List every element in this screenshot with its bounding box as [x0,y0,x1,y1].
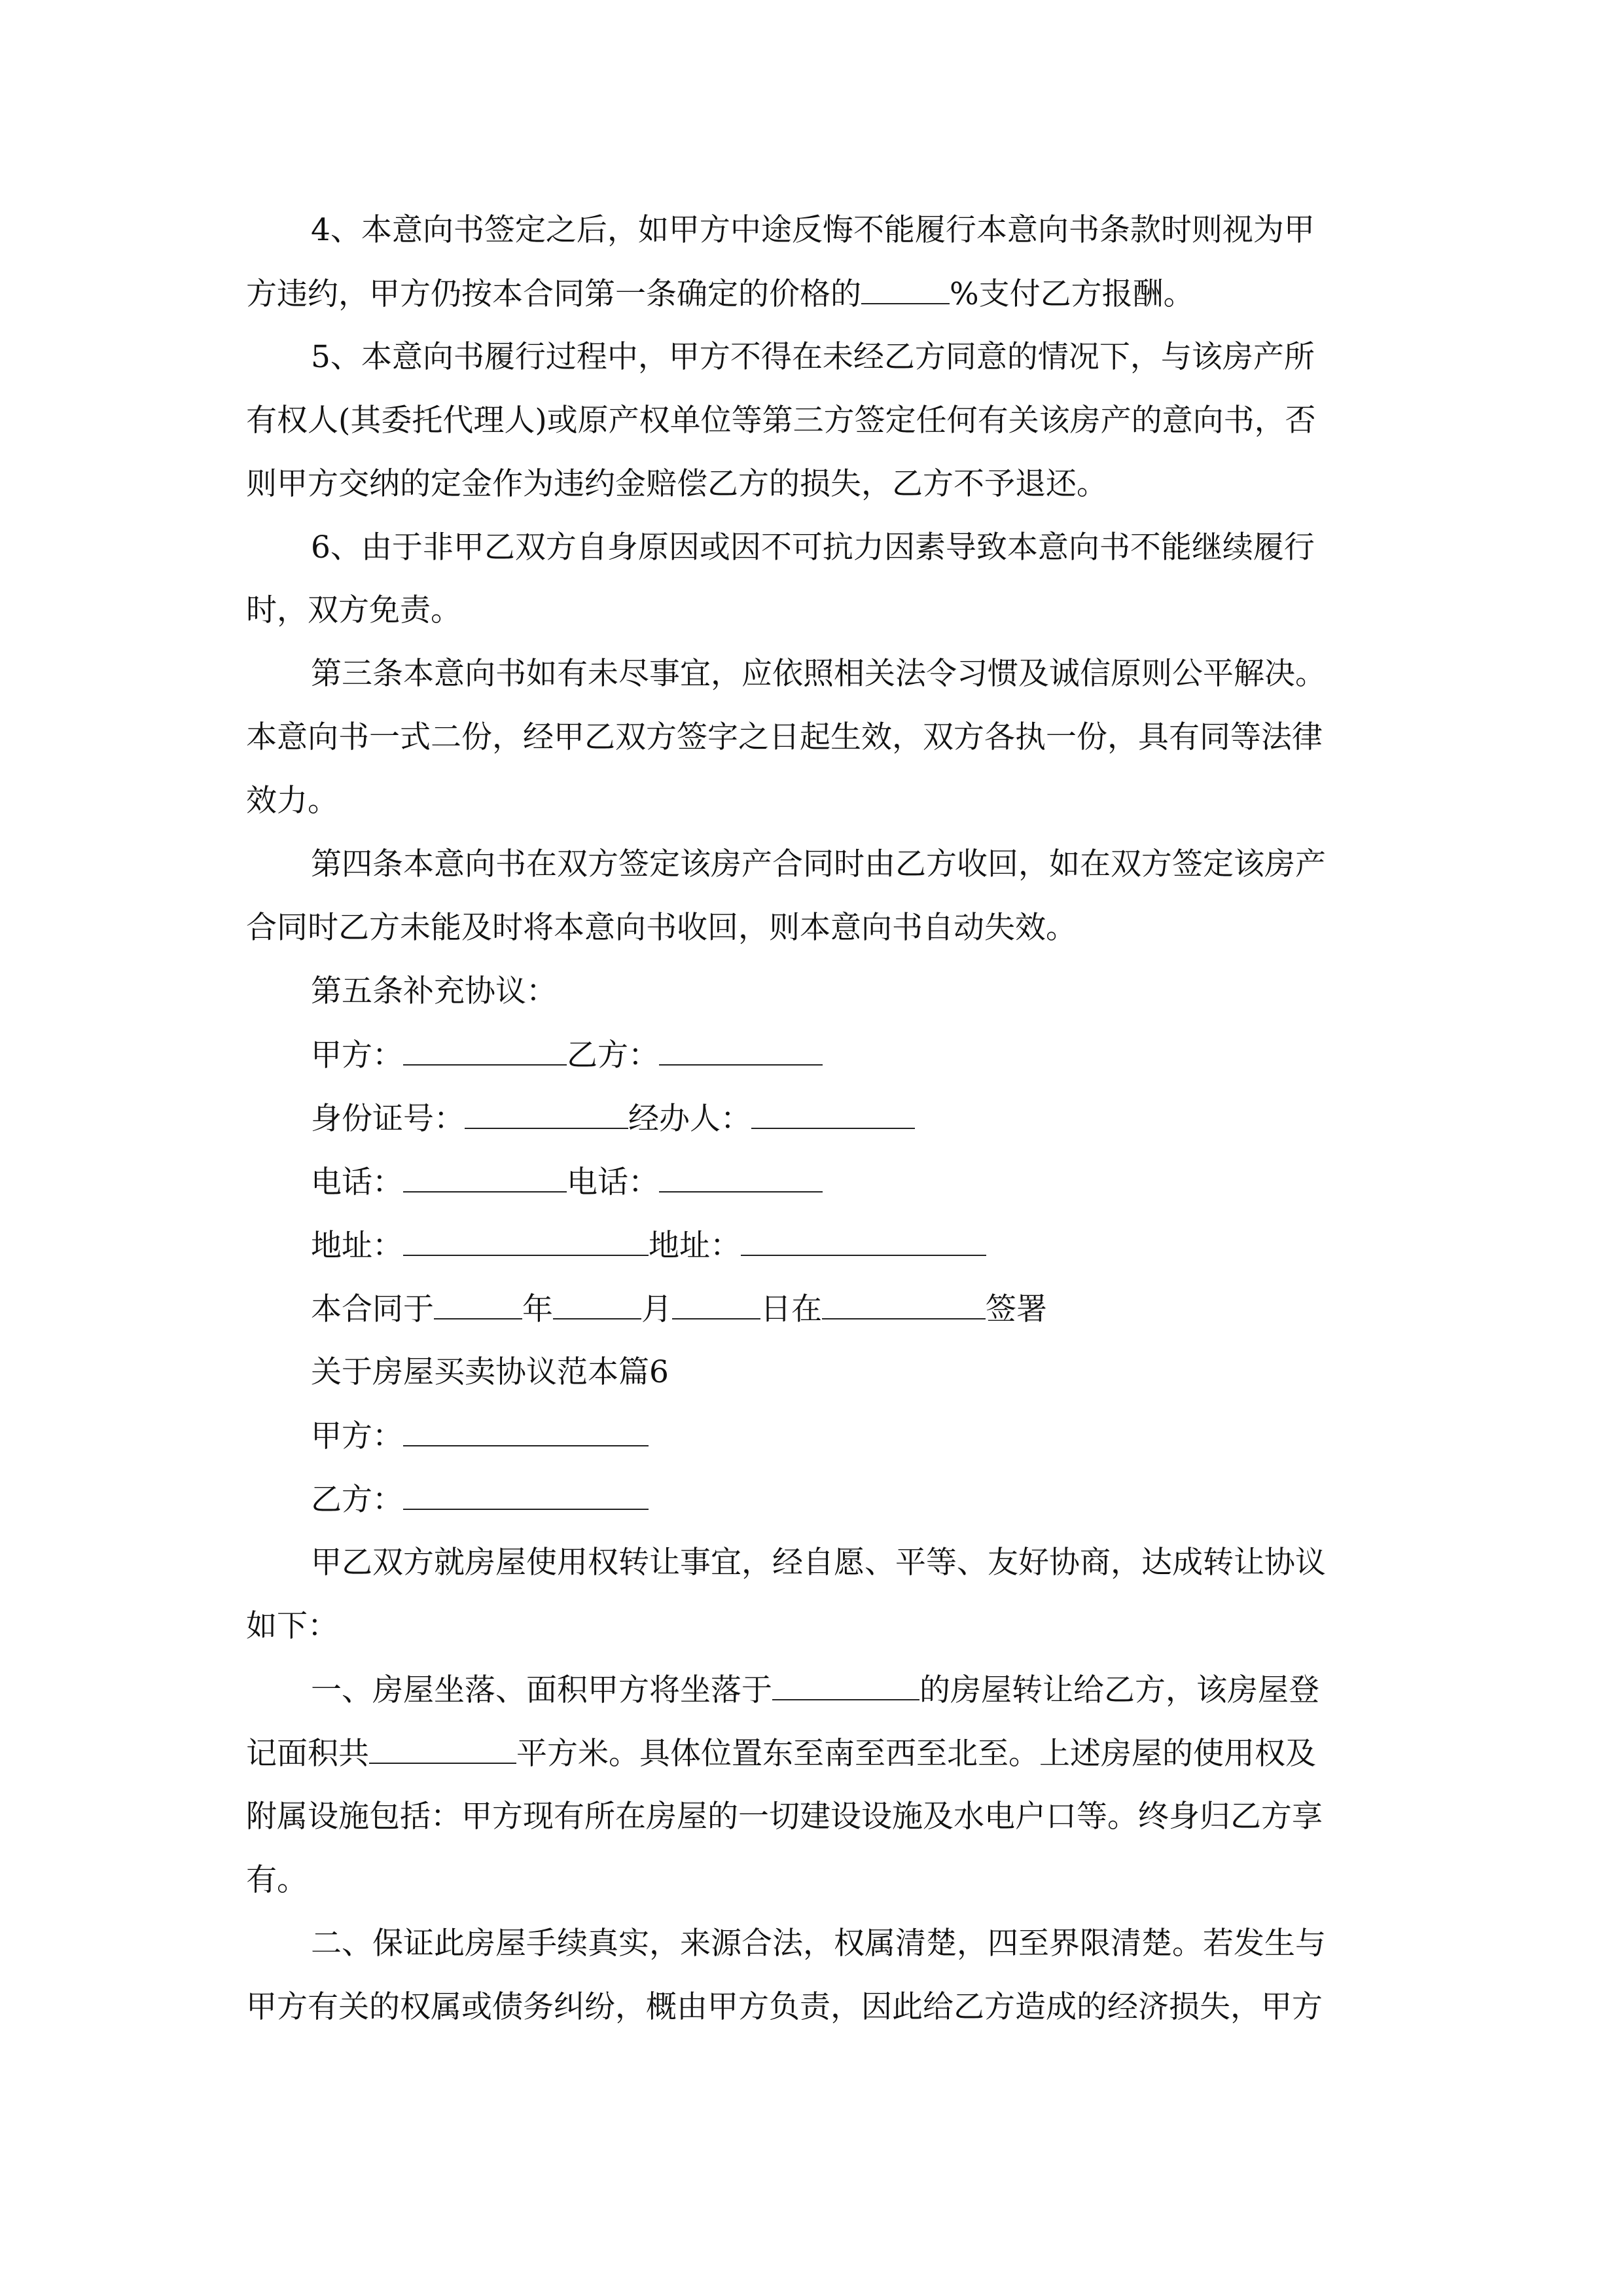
clause-5-line-2: 有权人(其委托代理人)或原产权单位等第三方签定任何有关该房产的意向书，否 [246,403,1316,439]
article-4-line-1: 第四条本意向书在双方签定该房产合同时由乙方收回，如在双方签定该房产 [311,846,1326,882]
s1-text-c: 记面积共 [246,1736,369,1772]
article-3-line-3: 效力。 [246,783,338,819]
area-blank [369,1734,516,1764]
party-a-blank [403,1035,567,1066]
party-a-blank-2 [403,1416,649,1446]
id-number-label: 身份证号： [311,1101,465,1137]
day-blank [672,1289,760,1319]
clause-5-line-1: 5、本意向书履行过程中，甲方不得在未经乙方同意的情况下，与该房产所 [311,339,1315,375]
phone-a-label: 电话： [311,1164,403,1200]
section-6-party-b [311,1480,649,1519]
party-b-blank [659,1035,823,1066]
intro-line-1: 甲乙双方就房屋使用权转让事宜，经自愿、平等、友好协商，达成转让协议 [311,1545,1326,1581]
article-3-line-2: 本意向书一式二份，经甲乙双方签字之日起生效，双方各执一份，具有同等法律 [246,719,1323,755]
s1-text-d: 平方米。具体位置东至南至西至北至。上述房屋的使用权及 [516,1736,1316,1772]
phone-b-label: 电话： [567,1164,659,1200]
clause-6-line-1: 6、由于非甲乙双方自身原因或因不可抗力因素导致本意向书不能继续履行 [311,529,1315,565]
party-a-label-2: 甲方： [311,1418,403,1454]
address-a-blank [403,1226,649,1256]
sig-row-address [311,1226,986,1265]
article-3-line-1: 第三条本意向书如有未尽事宜，应依照相关法令习惯及诚信原则公平解决。 [311,656,1326,692]
clause-4-text-a: 方违约，甲方仍按本合同第一条确定的价格的 [246,276,861,312]
sig-row-parties [311,1035,823,1075]
s1-text-b: 的房屋转让给乙方，该房屋登 [919,1672,1319,1708]
month-label: 月 [641,1291,672,1327]
phone-b-blank [659,1162,823,1193]
place-blank [822,1289,986,1319]
clause-4-line-1: 4、本意向书签定之后，如甲方中途反悔不能履行本意向书条款时则视为甲 [311,212,1315,248]
address-a-label: 地址： [311,1228,403,1264]
clause-5-line-3: 则甲方交纳的定金作为违约金赔偿乙方的损失，乙方不予退还。 [246,466,1107,502]
year-blank [434,1289,522,1319]
percent-blank [861,274,950,304]
month-blank [553,1289,641,1319]
address-b-label: 地址： [649,1228,741,1264]
clause-4-line-2 [246,274,1194,314]
s1-line-4: 有。 [246,1862,308,1898]
sig-row-id [311,1099,915,1138]
sig-row-phone [311,1162,823,1202]
location-blank [772,1670,919,1700]
address-b-blank [741,1226,986,1256]
party-b-blank-2 [403,1480,649,1510]
party-b-label-2: 乙方： [311,1482,403,1518]
intro-line-2: 如下： [246,1608,338,1644]
sig-row-date [311,1289,1047,1329]
s1-line-1 [311,1670,1319,1710]
article-4-line-2: 合同时乙方未能及时将本意向书收回，则本意向书自动失效。 [246,910,1077,946]
section-6-party-a [311,1416,649,1456]
signed-suffix: 签署 [986,1291,1047,1327]
s2-line-2: 甲方有关的权属或债务纠纷，概由甲方负责，因此给乙方造成的经济损失，甲方 [246,1989,1323,2025]
s1-text-a: 一、房屋坐落、面积甲方将坐落于 [311,1672,772,1708]
day-label: 日在 [760,1291,822,1327]
s1-line-2 [246,1734,1316,1773]
party-a-label: 甲方： [311,1037,403,1073]
clause-4-text-b: %支付乙方报酬。 [950,276,1194,312]
agent-label: 经办人： [628,1101,751,1137]
signed-prefix: 本合同于 [311,1291,434,1327]
article-5-heading: 第五条补充协议： [311,973,557,1009]
year-label: 年 [522,1291,553,1327]
id-number-blank [465,1099,628,1129]
section-6-title: 关于房屋买卖协议范本篇6 [311,1354,669,1390]
agent-blank [751,1099,915,1129]
phone-a-blank [403,1162,567,1193]
party-b-label: 乙方： [567,1037,659,1073]
s1-line-3: 附属设施包括：甲方现有所在房屋的一切建设设施及水电户口等。终身归乙方享 [246,1799,1323,1835]
s2-line-1: 二、保证此房屋手续真实，来源合法，权属清楚，四至界限清楚。若发生与 [311,1926,1326,1962]
clause-6-line-2: 时，双方免责。 [246,592,461,628]
